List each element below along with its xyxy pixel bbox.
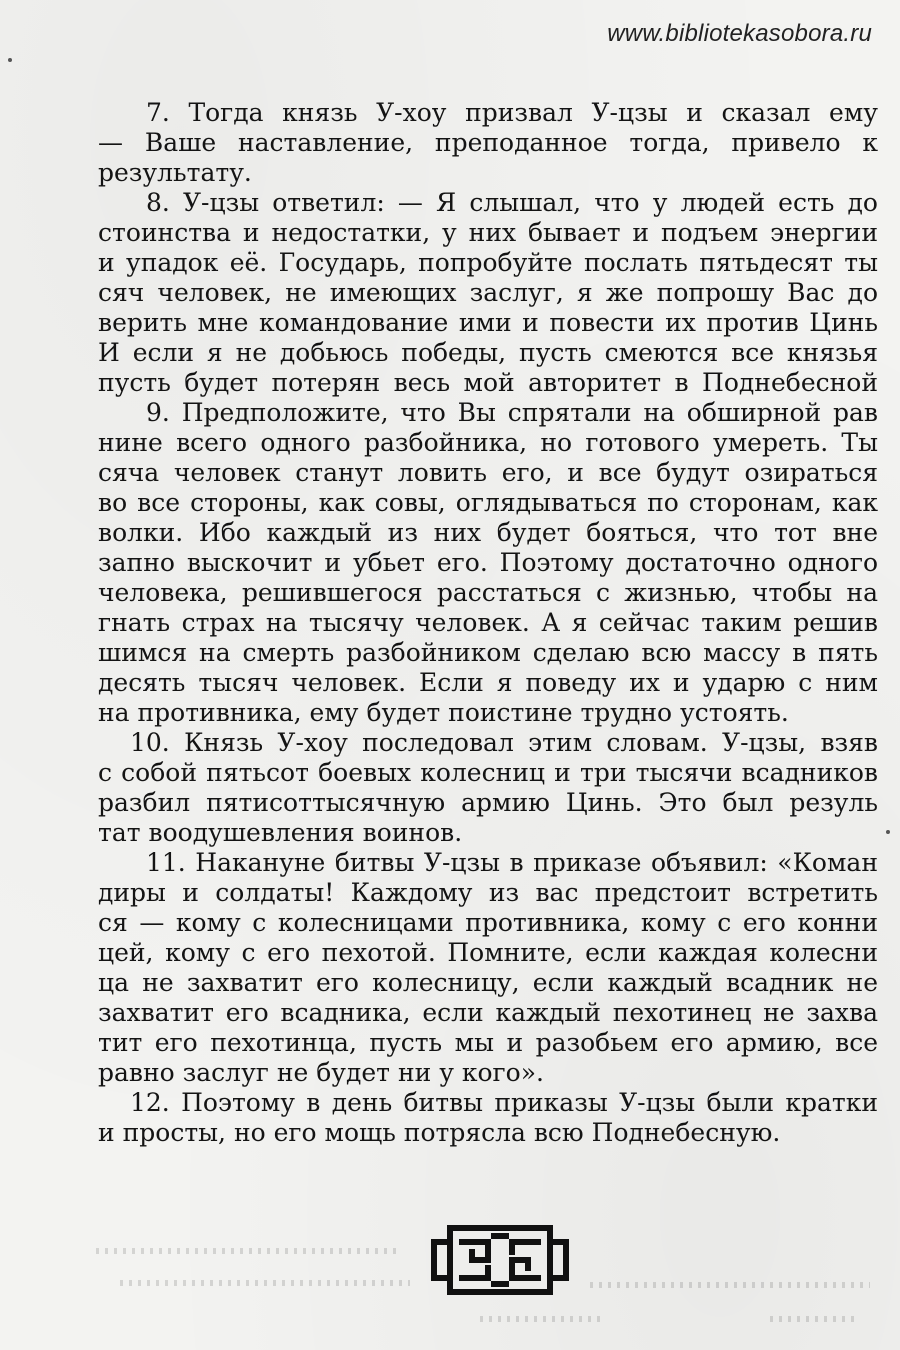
text-line: верить мне командование ими и повести их против Цинь [98,308,878,337]
scan-speck [886,830,890,834]
text-line: тит его пехотинца, пусть мы и разобьем его армию, все [98,1028,878,1057]
text-line: 11. Накануне битвы У-цзы в приказе объявил: «Коман [146,848,878,877]
text-line: цей, кому с его пехотой. Помните, если каждая колесни [98,938,878,967]
bleed-through [480,1316,600,1322]
text-line: — Ваше наставление, преподанное тогда, привело к [98,128,878,157]
bleed-through [770,1316,860,1322]
text-line: тат воодушевления воинов. [98,818,463,847]
text-line: захватит его всадника, если каждый пехотинец не захва [98,998,878,1027]
text-line: гнать страх на тысячу человек. А я сейчас таким решив [98,608,878,637]
body-text [98,98,878,1148]
text-line: и просты, но его мощь потрясла всю Поднебесную. [98,1118,781,1147]
text-line: разбил пятисоттысячную армию Цинь. Это был резуль [98,788,878,817]
text-line: с собой пятьсот боевых колесниц и три тысячи всадников [98,758,878,787]
scan-speck [8,58,12,62]
text-line: 8. У-цзы ответил: — Я слышал, что у людей есть до [146,188,878,217]
text-line: человека, решившегося расстаться с жизнью, чтобы на [98,578,878,607]
text-line: сяч человек, не имеющих заслуг, я же попрошу Вас до [98,278,878,307]
text-line: нине всего одного разбойника, но готового умереть. Ты [98,428,878,457]
text-line: равно заслуг не будет ни у кого». [98,1058,544,1087]
text-line: десять тысяч человек. Если я поведу их и ударю с ним [98,668,878,697]
text-line: во все стороны, как совы, оглядываться по сторонам, как [98,488,878,517]
text-line: на противника, ему будет поистине трудно устоять. [98,698,789,727]
text-line: И если я не добьюсь победы, пусть смеются все князья [98,338,878,367]
text-line: 10. Князь У-хоу последовал этим словам. У-цзы, взяв [130,728,878,757]
text-line: стоинства и недостатки, у них бывает и подъем энергии [98,218,878,247]
text-line: и упадок её. Государь, попробуйте послать пятьдесят ты [98,248,878,277]
text-line: запно выскочит и убьет его. Поэтому достаточно одного [98,548,878,577]
bleed-through [590,1282,870,1288]
text-line: 7. Тогда князь У-хоу призвал У-цзы и сказал ему [146,98,878,127]
bleed-through [120,1280,410,1286]
text-line: шимся на смерть разбойником сделаю всю массу в пять [98,638,878,667]
text-line: пусть будет потерян весь мой авторитет в Поднебесной [98,368,878,397]
text-line: ца не захватит его колесницу, если каждый всадник не [98,968,878,997]
text-line: волки. Ибо каждый из них будет бояться, что тот вне [98,518,878,547]
text-line: диры и солдаты! Каждому из вас предстоит встретить [98,878,878,907]
ornament-icon [428,1222,572,1298]
text-line: 12. Поэтому в день битвы приказы У-цзы были кратки [130,1088,878,1117]
text-line: ся — кому с колесницами противника, кому с его конни [98,908,878,937]
watermark: www.bibliotekasobora.ru [607,20,872,47]
text-line: 9. Предположите, что Вы спрятали на обширной рав [146,398,878,427]
bleed-through [96,1248,396,1254]
text-line: результату. [98,158,252,187]
text-line: сяча человек станут ловить его, и все будут озираться [98,458,878,487]
